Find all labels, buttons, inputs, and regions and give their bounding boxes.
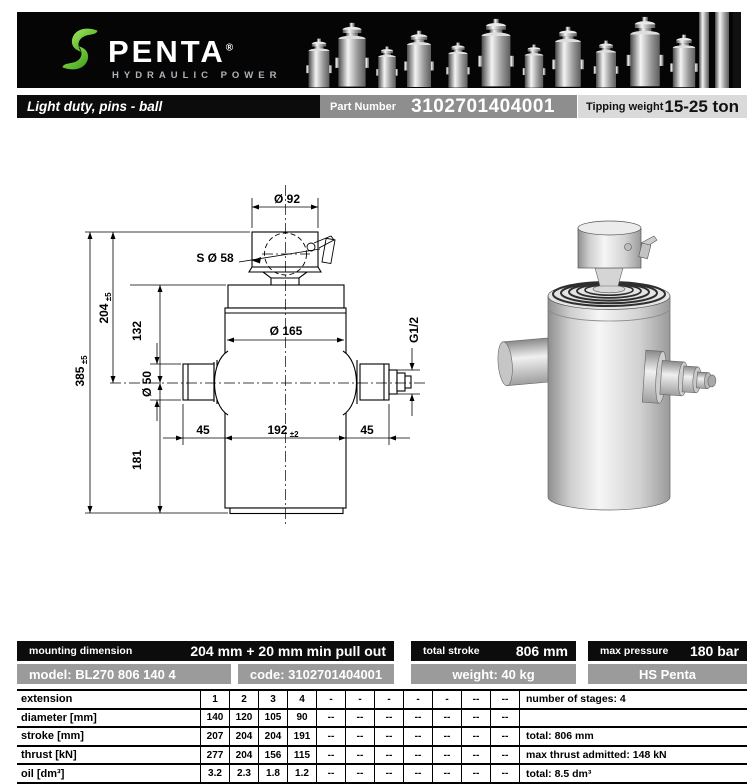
table-cell: -- <box>490 747 519 764</box>
table-cell: -- <box>345 765 374 782</box>
spec-table <box>17 689 747 784</box>
model-box: model: BL270 806 140 4 <box>17 664 231 684</box>
table-cell: -- <box>461 765 490 782</box>
table-cell: 1.8 <box>258 765 287 782</box>
table-cell: 1 <box>200 691 229 708</box>
total-stroke-box <box>411 641 576 661</box>
row-label: oil [dm³] <box>21 767 65 780</box>
series-title: Light duty, pins - ball <box>17 95 320 118</box>
table-cell: 204 <box>258 728 287 745</box>
mounting-dimension-box <box>17 641 394 661</box>
row-note <box>519 710 747 727</box>
dimension-label: Ø 165 <box>269 324 303 338</box>
table-row <box>17 708 747 727</box>
table-cell: -- <box>432 765 461 782</box>
hs-penta-box: HS Penta <box>588 664 747 684</box>
row-note: total: 806 mm <box>519 728 747 745</box>
dimension-label: 45 <box>360 423 374 437</box>
row-label: stroke [mm] <box>21 730 84 743</box>
row-note: max thrust admitted: 148 kN <box>519 747 747 764</box>
table-cell: 120 <box>229 710 258 727</box>
table-cell: -- <box>374 728 403 745</box>
table-cell: 156 <box>258 747 287 764</box>
table-cell: -- <box>432 710 461 727</box>
table-cell: -- <box>316 765 345 782</box>
table-cell: -- <box>345 728 374 745</box>
table-cell: -- <box>345 747 374 764</box>
table-cell: -- <box>316 728 345 745</box>
table-cell: -- <box>403 765 432 782</box>
dimension-label: G1/2 <box>407 316 421 344</box>
mounting-dimension-label: mounting dimension <box>29 645 133 657</box>
table-cell: 204 <box>229 728 258 745</box>
row-note: number of stages: 4 <box>519 691 747 708</box>
row-note: total: 8.5 dm³ <box>519 765 747 782</box>
dimension-label: 181 <box>130 449 144 471</box>
table-cell: 1.2 <box>287 765 316 782</box>
table-cell: 204 <box>229 747 258 764</box>
dimension-label: 192 $_{\pm 2}$ <box>267 423 299 439</box>
table-cell: -- <box>490 728 519 745</box>
table-cell: -- <box>403 728 432 745</box>
table-cell: 207 <box>200 728 229 745</box>
table-cell: -- <box>461 710 490 727</box>
table-cell: -- <box>316 747 345 764</box>
dimension-label: 45 <box>196 423 210 437</box>
mounting-dimension-value: 204 mm + 20 mm min pull out <box>190 643 386 659</box>
total-stroke-value: 806 mm <box>515 643 568 659</box>
max-pressure-value: 180 bar <box>689 643 739 659</box>
table-row <box>17 745 747 764</box>
table-cell: - <box>403 691 432 708</box>
dimension-label: Ø 92 <box>273 192 301 206</box>
dimension-label: Ø 50 <box>140 370 154 398</box>
table-cell: -- <box>345 710 374 727</box>
dimension-label: 132 <box>130 320 144 342</box>
table-cell: 2 <box>229 691 258 708</box>
max-pressure-box <box>588 641 747 661</box>
table-cell: 2.3 <box>229 765 258 782</box>
table-cell: 4 <box>287 691 316 708</box>
brand-name: PENTA® <box>108 34 234 69</box>
table-cell: -- <box>374 765 403 782</box>
dimension-label: 385 $_{\pm 5}$ <box>73 355 89 387</box>
table-cell: -- <box>490 710 519 727</box>
table-row <box>17 726 747 745</box>
table-cell: -- <box>461 691 490 708</box>
registered-mark: ® <box>225 42 234 54</box>
table-cell: 3.2 <box>200 765 229 782</box>
weight-box: weight: 40 kg <box>411 664 576 684</box>
row-label: extension <box>21 693 73 706</box>
brand-tagline: HYDRAULIC POWER <box>112 70 282 81</box>
table-cell: -- <box>374 710 403 727</box>
code-box: code: 3102701404001 <box>238 664 394 684</box>
table-cell: -- <box>461 728 490 745</box>
dimension-label: 204 $_{\pm 5}$ <box>97 292 113 324</box>
table-cell: - <box>345 691 374 708</box>
table-cell: -- <box>432 747 461 764</box>
table-row <box>17 689 747 708</box>
dimension-label: S Ø 58 <box>196 251 234 265</box>
table-cell: 105 <box>258 710 287 727</box>
table-cell: -- <box>461 747 490 764</box>
tipping-weight-label: Tipping weight <box>586 100 664 113</box>
table-cell: -- <box>432 728 461 745</box>
table-cell: - <box>374 691 403 708</box>
table-cell: 115 <box>287 747 316 764</box>
table-row <box>17 763 747 782</box>
max-pressure-label: max pressure <box>600 645 669 657</box>
table-cell: -- <box>490 765 519 782</box>
table-cell: 277 <box>200 747 229 764</box>
table-cell: -- <box>490 691 519 708</box>
cylinder-3d-render <box>496 221 717 510</box>
table-cell: -- <box>403 747 432 764</box>
table-cell: -- <box>374 747 403 764</box>
table-cell: 140 <box>200 710 229 727</box>
table-cell: 191 <box>287 728 316 745</box>
total-stroke-label: total stroke <box>423 645 480 657</box>
table-cell: - <box>316 691 345 708</box>
table-cell: -- <box>316 710 345 727</box>
row-label: diameter [mm] <box>21 711 97 724</box>
table-cell: 3 <box>258 691 287 708</box>
table-cell: - <box>432 691 461 708</box>
table-cell: -- <box>403 710 432 727</box>
part-number-value: 3102701404001 <box>411 95 555 117</box>
row-label: thrust [kN] <box>21 749 77 762</box>
tipping-weight-value: 15-25 ton <box>664 96 739 116</box>
part-number-label: Part Number <box>330 100 397 113</box>
table-cell: 90 <box>287 710 316 727</box>
